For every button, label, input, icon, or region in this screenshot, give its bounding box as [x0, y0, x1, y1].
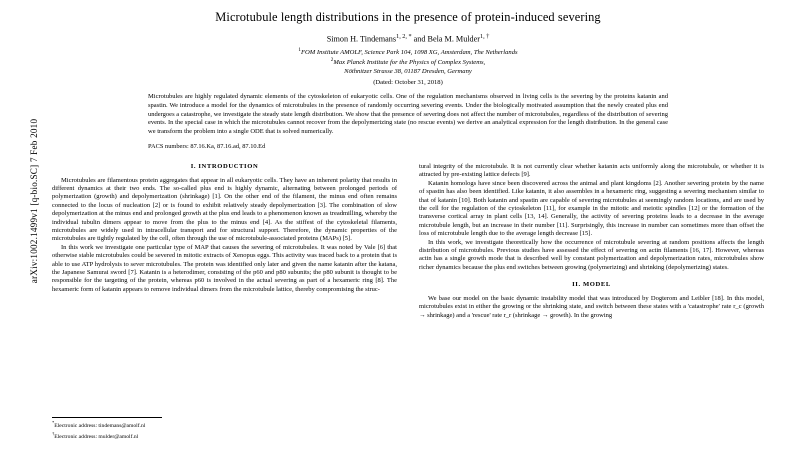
paragraph: In this work, we investigate theoretically how the occurrence of microtubule severing at random positions affects the length distribution of microtubules. Previous studies have assessed the effect of severing on actin filaments [16, 17]. However, whereas actin has a single growth mode that is described well by constant polymerization and depolymerization rates, microtubules show richer dynamics because the plus end switches between growing (polymerizing) and shrinking (depolymerizing) states.	[419, 238, 764, 271]
footnote-block	[52, 417, 397, 441]
right-column	[419, 163, 764, 443]
author-conjunction: and	[411, 34, 428, 44]
two-column-body	[52, 163, 764, 443]
footnote-marker: *	[52, 420, 55, 426]
paragraph: Microtubules are filamentous protein aggregates that appear in all eukaryotic cells. They have an inherent polarity that results in different dynamics at their two ends. The so-called plus end is highly dynamic, alternating between prolonged periods of polymerization (growth) and depolymerization (shrinkage) [1]. On the other end of the filament, the minus end often remains connected to the locus of nucleation [2] or is found to exhibit relatively steady depolymerization [3]. The combination of slow depolymerization at the minus end and prolonged growth at the plus end leads to a phenomenon known as treadmilling, whereby the individual tubulin dimers appear to move from the plus to the minus end [4]. As the stiffest of the cytoskeletal filaments, microtubules are widely used in intracellular transport and for structural support. Therefore, the dynamic properties of the microtubules are tightly regulated by the cell, often through the use of microtubule-associated proteins (MAPs) [5].	[52, 176, 397, 243]
footnote-item	[52, 420, 397, 430]
author-two-affil-marker: 1, †	[480, 33, 490, 40]
paper-content	[52, 8, 764, 444]
page-title: Microtubule length distributions in the presence of protein-induced severing	[215, 10, 601, 24]
footnote-marker: †	[52, 430, 55, 436]
affiliation-marker: 2	[330, 57, 334, 64]
author-one: Simon H. Tindemans	[326, 34, 397, 44]
section-heading-model: II. MODEL	[572, 281, 611, 289]
author-one-affil-marker: 1, 2, *	[396, 33, 412, 40]
footnote-text: Electronic address: mulder@amolf.nl	[54, 433, 139, 440]
affiliation-text: FOM Institute AMOLF, Science Park 104, 1098 XG, Amsterdam, The Netherlands	[301, 48, 518, 56]
affiliation-line	[52, 68, 764, 76]
abstract: Microtubules are highly regulated dynamic elements of the cytoskeleton of eukaryotic cells. One of the regulation mechanisms observed in living cells is the severing by the proteins katanin and spastin. We introduce a model for the dynamics of microtubules in the presence of randomly occurring severing events. Under the biologically motivated assumption that the newly created plus end undergoes a catastrophe, we investigate the steady state length distribution. We show that the presence of severing does not affect the number of microtubules, regardless of the distribution of severing events. In the special case in which the microtubules cannot recover from the depolymerizing state (no rescue events) we derive an analytical expression for the length distribution. In the general case we transform the problem into a single ODE that is solved numerically.	[148, 93, 668, 135]
paragraph: Katanin homologs have since been discovered across the animal and plant kingdoms [2]. Another severing protein by the name of spastin has also been identified. Like katanin, it also assembles in a hexameric ring, suggesting a severing mechanism similar to that of katanin [10]. Both katanin and spastin are capable of severing microtubules at seemingly random locations, and are used by the cell for the regulation of the cytoskeleton [11], for example in the mitotic and meiotic spindles [12] or the formation of the transverse cortical array in plant cells [13, 14]. Generally, the activity of severing proteins leads to a decrease in the average microtubule length, but an increase in their number [11]. Surprisingly, this increase in number can sometimes more than offset the loss of microtubule length due to the average length decrease [15].	[419, 179, 764, 238]
affiliation-line	[52, 47, 764, 58]
paragraph: We base our model on the basic dynamic instability model that was introduced by Dogterom and Leibler [18]. In this model, microtubules exist in either the growing or the shrinking state, and switch between these states with a 'catastrophe' rate r_c (growth → shrinkage) and a 'rescue' rate r_r (shrinkage → growth). In the growing	[419, 294, 764, 319]
affiliation-text: Nöthnitzer Strasse 38, 01187 Dresden, Germany	[344, 67, 472, 75]
section-heading-introduction: I. INTRODUCTION	[190, 163, 259, 170]
pacs-numbers: PACS numbers: 87.16.Ka, 87.16.ad, 87.10.Ed	[148, 142, 266, 150]
affiliation-block	[52, 47, 764, 77]
paragraph: tural integrity of the microtubule. It is not currently clear whether katanin acts uniformly along the microtubule, or whether it is attracted by pre-existing lattice defects [9].	[419, 163, 764, 179]
affiliation-marker: 1	[298, 46, 301, 53]
affiliation-line	[52, 57, 764, 68]
footnote-divider	[52, 417, 162, 418]
dateline: (Dated: October 31, 2018)	[373, 79, 443, 87]
author-list	[52, 33, 764, 44]
footnote-item	[52, 431, 397, 441]
affiliation-text: Max Planck Institute for the Physics of Complex Systems,	[333, 59, 486, 67]
author-two: Bela M. Mulder	[427, 34, 481, 44]
paragraph: In this work we investigate one particular type of MAP that causes the severing of microtubules. It was noted by Vale [6] that otherwise stable microtubules could be severed in mitotic extracts of Xenopus eggs. This activity was traced back to a protein that is able to use ATP hydrolysis to sever microtubules. The protein was identified only later and given the name katanin after the katana, the Japanese Samurai sword [7]. Katanin is a heterodimer, consisting of the p60 and p80 subunits; the p80 subunit is thought to be responsible for the targeting of the protein, whereas p60 is involved in the actual severing as part of a hexameric ring [8]. The hexameric form of katanin appears to remove individual dimers from the microtubule lattice, thereby compromising the struc-	[52, 243, 397, 293]
arxiv-identifier-stamp: arXiv:1002.1499v1 [q-bio.SC] 7 Feb 2010	[29, 118, 39, 284]
left-column	[52, 163, 397, 443]
footnote-text: Electronic address: tindemans@amolf.nl	[54, 423, 146, 430]
